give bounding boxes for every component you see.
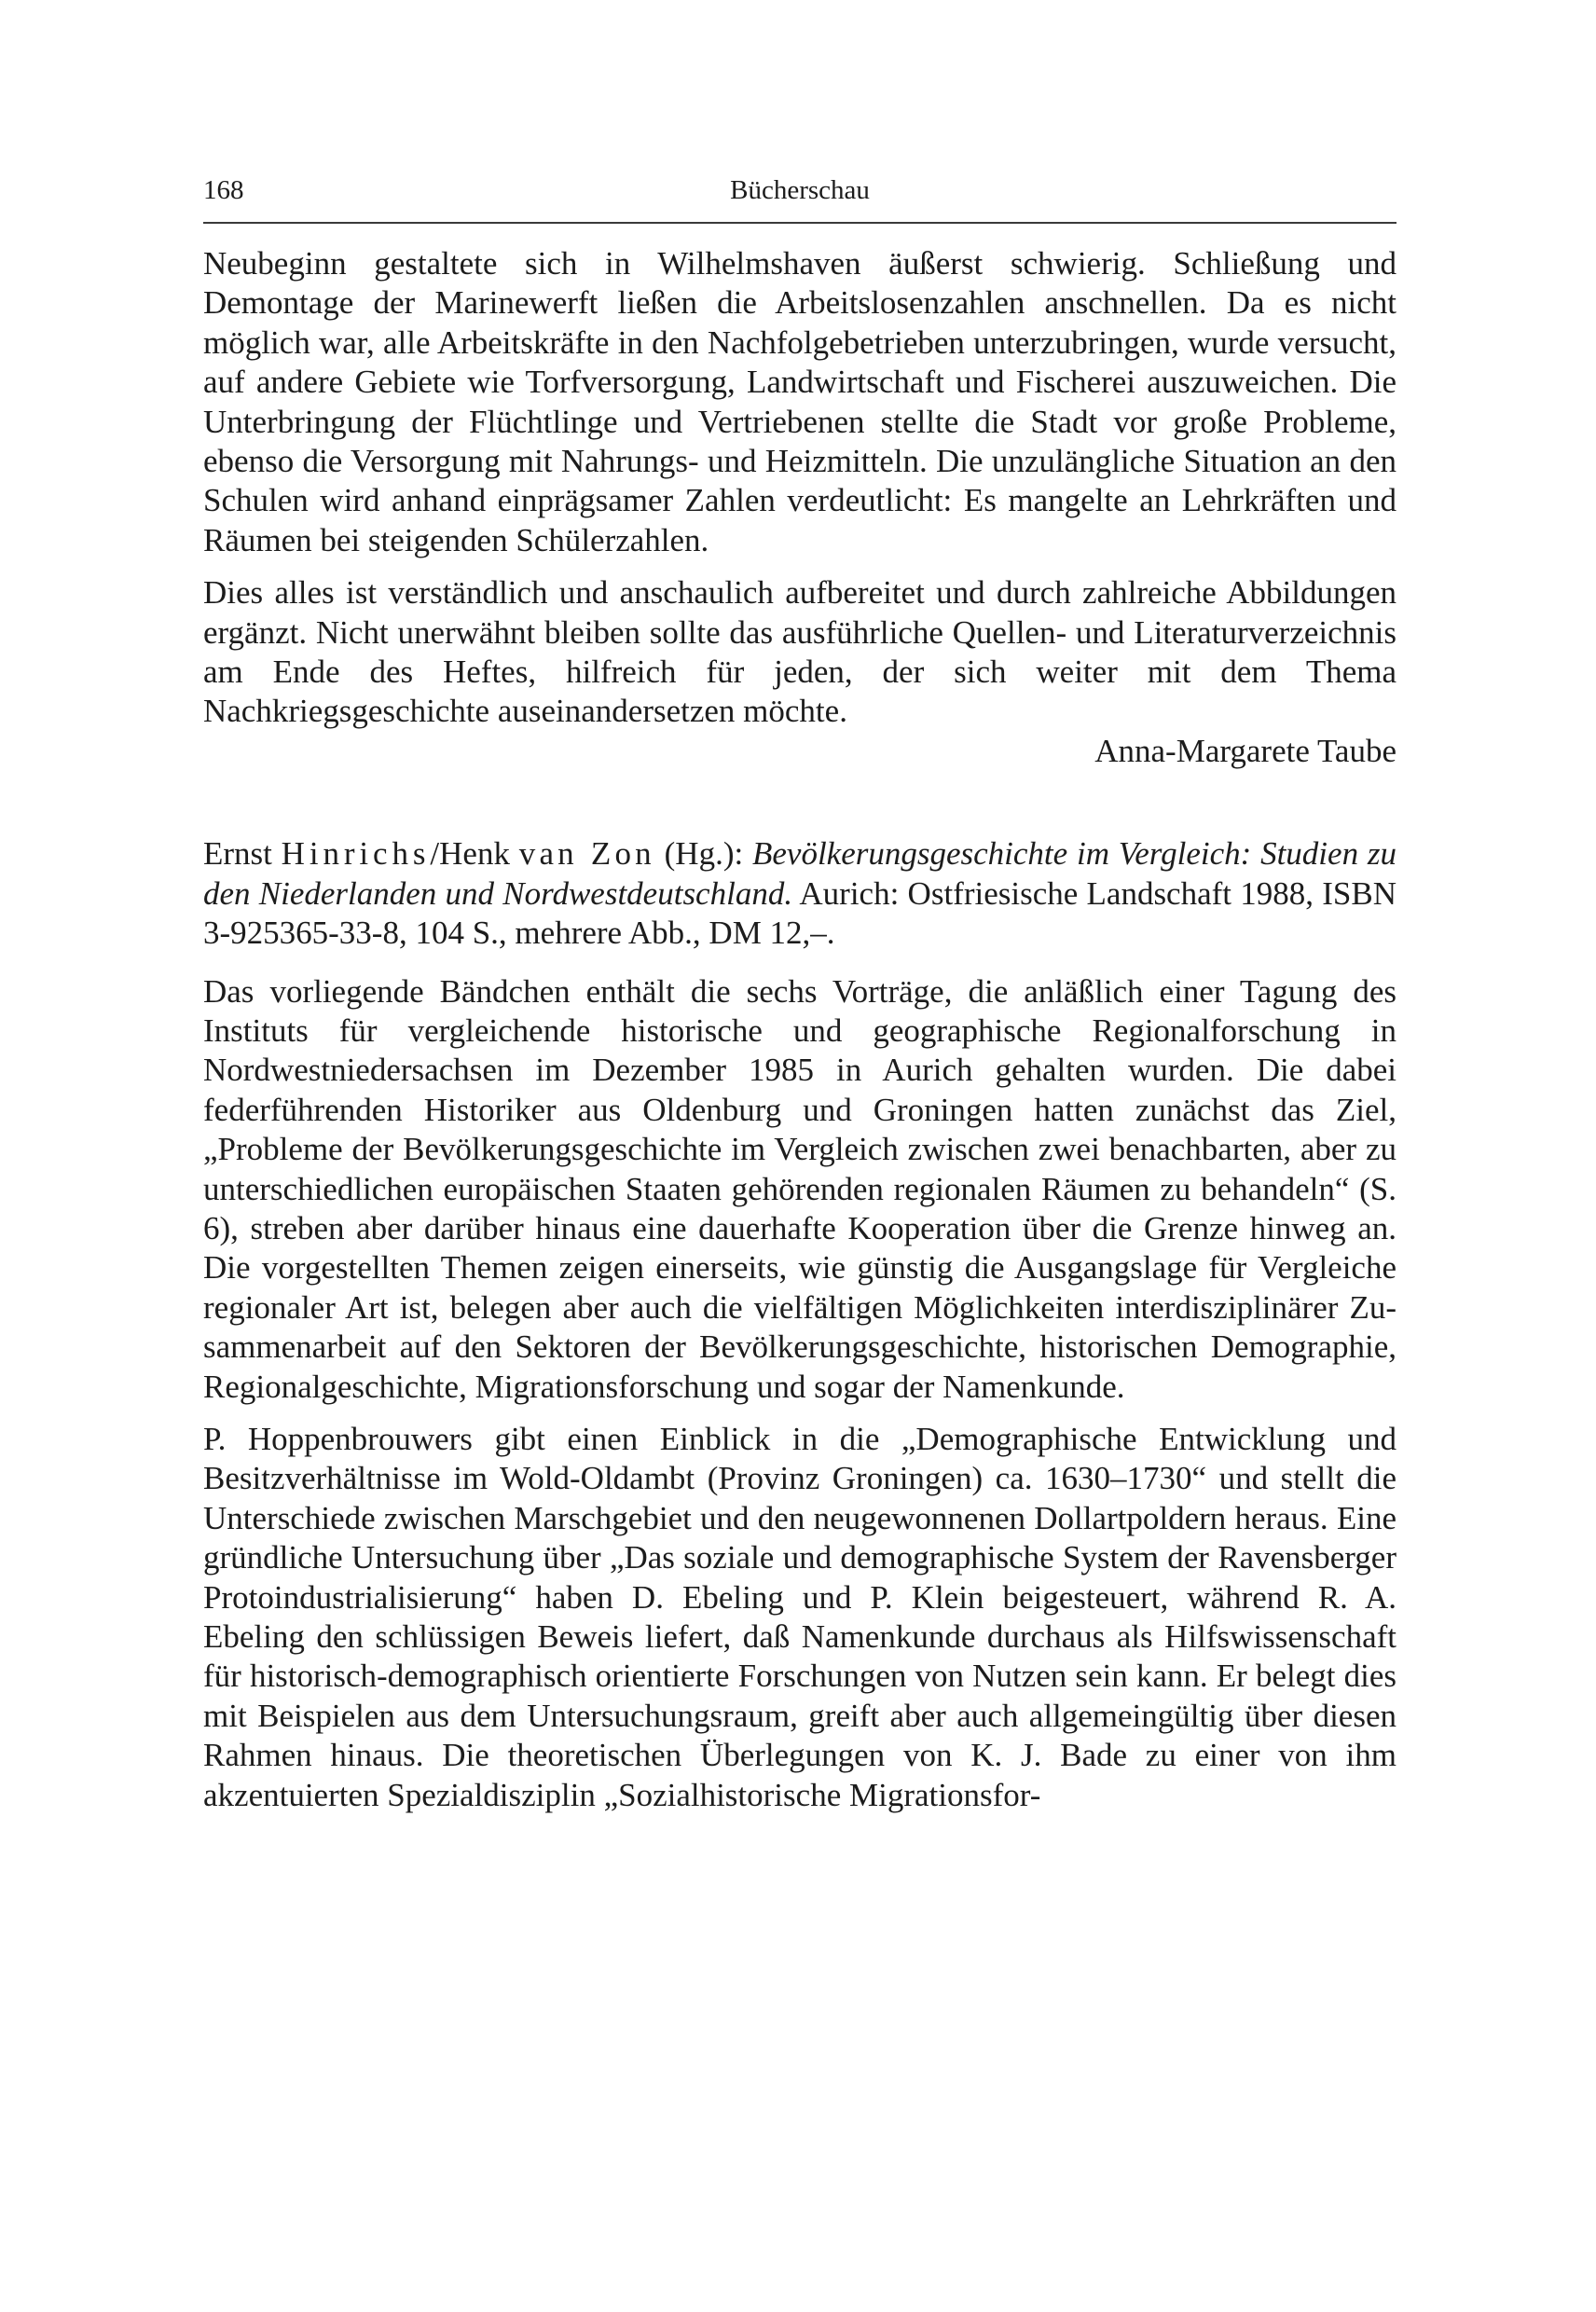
- book-citation: [203, 834, 1396, 953]
- citation-author2: van Zon: [518, 835, 655, 873]
- review-wilhelmshaven: [203, 244, 1396, 771]
- running-title: Bücherschau: [730, 175, 870, 205]
- review-paragraph: Das vorliegende Bändchen enthält die sechs Vorträge, die anläßlich einer Tagung des Instituts für vergleichende historische und geographische Regionalforschung in Nordwestniedersachsen im Dezember 1985 in Aurich gehalten wurden. Die dabei federführenden Historiker aus Oldenburg und Groningen hatten zunächst das Ziel, „Probleme der Bevölkerungsgeschichte im Vergleich zwischen zwei benachbarten, aber zu unterschiedlichen europäischen Staaten gehörenden regionalen Räumen zu behandeln“ (S. 6), streben aber darüber hinaus eine dauerhafte Kooperation über die Grenze hinweg an. Die vorgestellten Themen zeigen einerseits, wie günstig die Ausgangslage für Vergleiche regionaler Art ist, belegen aber auch die vielfältigen Möglichkeiten interdisziplinärer Zusammenarbeit auf den Sektoren der Bevölkerungsgeschichte, historischen Demographie, Regionalgeschichte, Migrationsforschung und sogar der Namenkunde.: [203, 972, 1396, 1405]
- citation-separator: /Henk: [430, 835, 519, 873]
- reviewer-signature: Anna-Margarete Taube: [1094, 732, 1396, 769]
- citation-author1: Hinrichs: [281, 835, 431, 873]
- header-rule: [203, 222, 1396, 224]
- citation-book-title: Bevölkerungsgeschichte im Vergleich: Studien zu den Niederlanden und Nordwestdeutschland.: [203, 835, 1396, 912]
- review-paragraph: P. Hoppenbrouwers gibt einen Einblick in die „Demographische Entwicklung und Besitzverhältnisse im Wold-Oldambt (Provinz Groningen) ca. 1630–1730“ und stellt die Unterschiede zwischen Marschgebiet und den neugewonnenen Dollartpoldern heraus. Eine gründliche Untersuchung über „Das soziale und demographische System der Ravensberger Protoindustrialisierung“ haben D. Ebeling und P. Klein beigesteuert, während R. A. Ebeling den schlüssigen Beweis liefert, daß Namenkunde durchaus als Hilfswissenschaft für historisch-demographisch orientierte Forschungen von Nutzen sein kann. Er belegt dies mit Beispielen aus dem Untersuchungsraum, greift aber auch allgemeingültig über diesen Rahmen hinaus. Die theoretischen Überlegungen von K. J. Bade zu einer von ihm akzentuierten Spezialdisziplin „Sozialhistorische Migrationsfor-: [203, 1420, 1396, 1813]
- citation-editor-note: (Hg.):: [654, 835, 752, 873]
- review-paragraph: Dies alles ist verständlich und anschaulich aufbereitet und durch zahlreiche Abbildungen ergänzt. Nicht unerwähnt bleiben sollte das ausführliche Quellen- und Literaturverzeichnis am Ende des Heftes, hilfreich für jeden, der sich weiter mit dem Thema Nachkriegsgeschichte auseinandersetzen möchte.: [203, 574, 1396, 730]
- running-head: [203, 170, 1396, 211]
- review-bevoelkerungsgeschichte: [203, 834, 1396, 1815]
- review-paragraph: Neubeginn gestaltete sich in Wilhelmshaven äußerst schwierig. Schließung und Demontage der Marinewerft ließen die Arbeitslosenzahlen anschnellen. Da es nicht möglich war, alle Arbeitskräfte in den Nachfolgebetrieben unterzubringen, wurde versucht, auf andere Gebiete wie Torfversorgung, Landwirtschaft und Fischerei auszuweichen. Die Unterbringung der Flüchtlinge und Vertriebenen stellte die Stadt vor große Probleme, ebenso die Versorgung mit Nahrungs- und Heizmitteln. Die unzulängliche Situation an den Schulen wird anhand einprägsamer Zahlen verdeutlicht: Es mangelte an Lehrkräften und Räumen bei steigenden Schülerzahlen.: [203, 245, 1396, 558]
- document-page: [203, 170, 1396, 1815]
- citation-publication: Aurich: Ostfriesische Landschaft 1988, ISBN 3-925365-33-8, 104 S., mehrere Abb., DM 12,–.: [203, 874, 1396, 952]
- citation-author1-prefix: Ernst: [203, 835, 282, 873]
- page-number: 168: [203, 175, 244, 205]
